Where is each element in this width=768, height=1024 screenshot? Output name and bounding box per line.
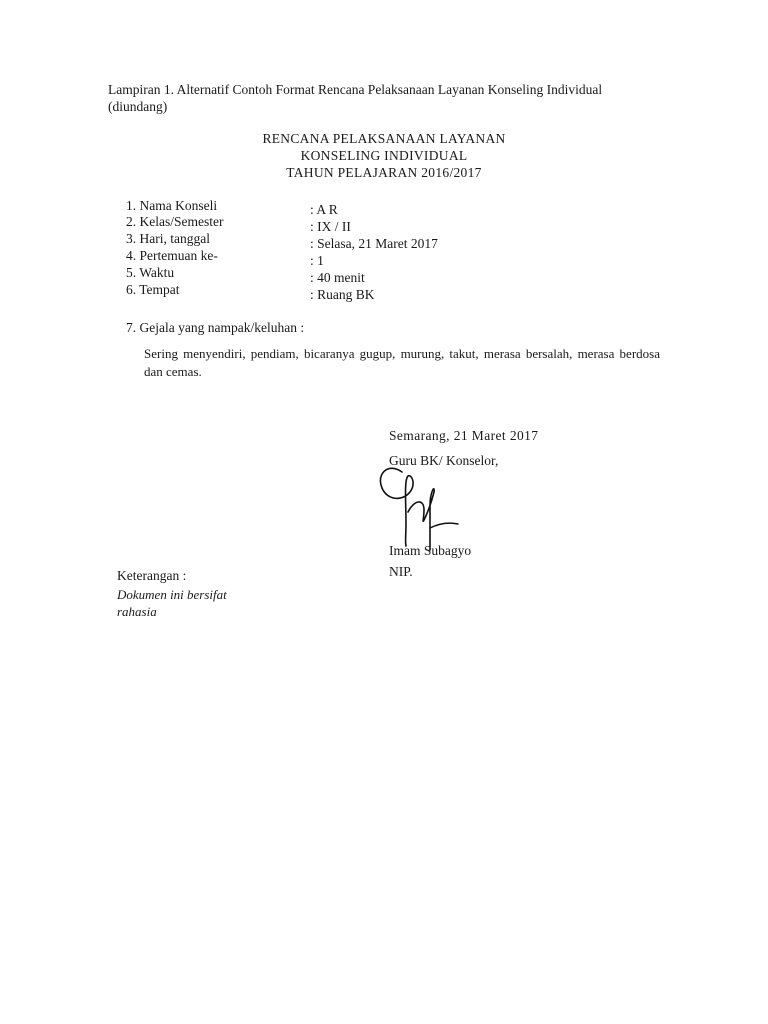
appendix-caption: Lampiran 1. Alternatif Contoh Format Rencana Pelaksanaan Layanan Konseling Individual <box>108 82 603 97</box>
item-label-nama-konseli: 1. Nama Konseli <box>126 198 218 213</box>
symptoms-text: Sering menyendiri, pendiam, bicaranya gugup, murung, takut, merasa bersalah, merasa berdosa dan cemas. <box>144 346 660 379</box>
note-text-line-1: Dokumen ini bersifat <box>117 587 227 602</box>
signer-nip: NIP. <box>389 564 413 579</box>
symptoms-label: 7. Gejala yang nampak/keluhan : <box>126 320 305 335</box>
signer-name: Imam Subagyo <box>389 543 472 558</box>
signature-place-date: Semarang, 21 Maret 2017 <box>389 428 539 443</box>
item-label-pertemuan: 4. Pertemuan ke- <box>126 248 218 263</box>
document-title-line-2: KONSELING INDIVIDUAL <box>300 148 468 163</box>
item-label-tempat: 6. Tempat <box>126 282 180 297</box>
item-value-nama-konseli: : A R <box>310 202 338 217</box>
note-label: Keterangan : <box>117 568 187 583</box>
handwritten-signature <box>372 462 472 554</box>
item-value-waktu: : 40 menit <box>310 270 365 285</box>
item-value-hari-tanggal: : Selasa, 21 Maret 2017 <box>310 236 438 251</box>
item-value-kelas-semester: : IX / II <box>310 219 351 234</box>
note-text-line-2: rahasia <box>117 604 157 619</box>
item-value-tempat: : Ruang BK <box>310 287 375 302</box>
item-value-pertemuan: : 1 <box>310 253 324 268</box>
appendix-caption-sub: (diundang) <box>108 99 168 114</box>
document-title-line-3: TAHUN PELAJARAN 2016/2017 <box>286 165 482 180</box>
item-label-waktu: 5. Waktu <box>126 265 175 280</box>
item-label-hari-tanggal: 3. Hari, tanggal <box>126 231 210 246</box>
document-title-line-1: RENCANA PELAKSANAAN LAYANAN <box>262 131 506 146</box>
signature-role: Guru BK/ Konselor, <box>389 453 499 468</box>
item-label-kelas-semester: 2. Kelas/Semester <box>126 214 224 229</box>
